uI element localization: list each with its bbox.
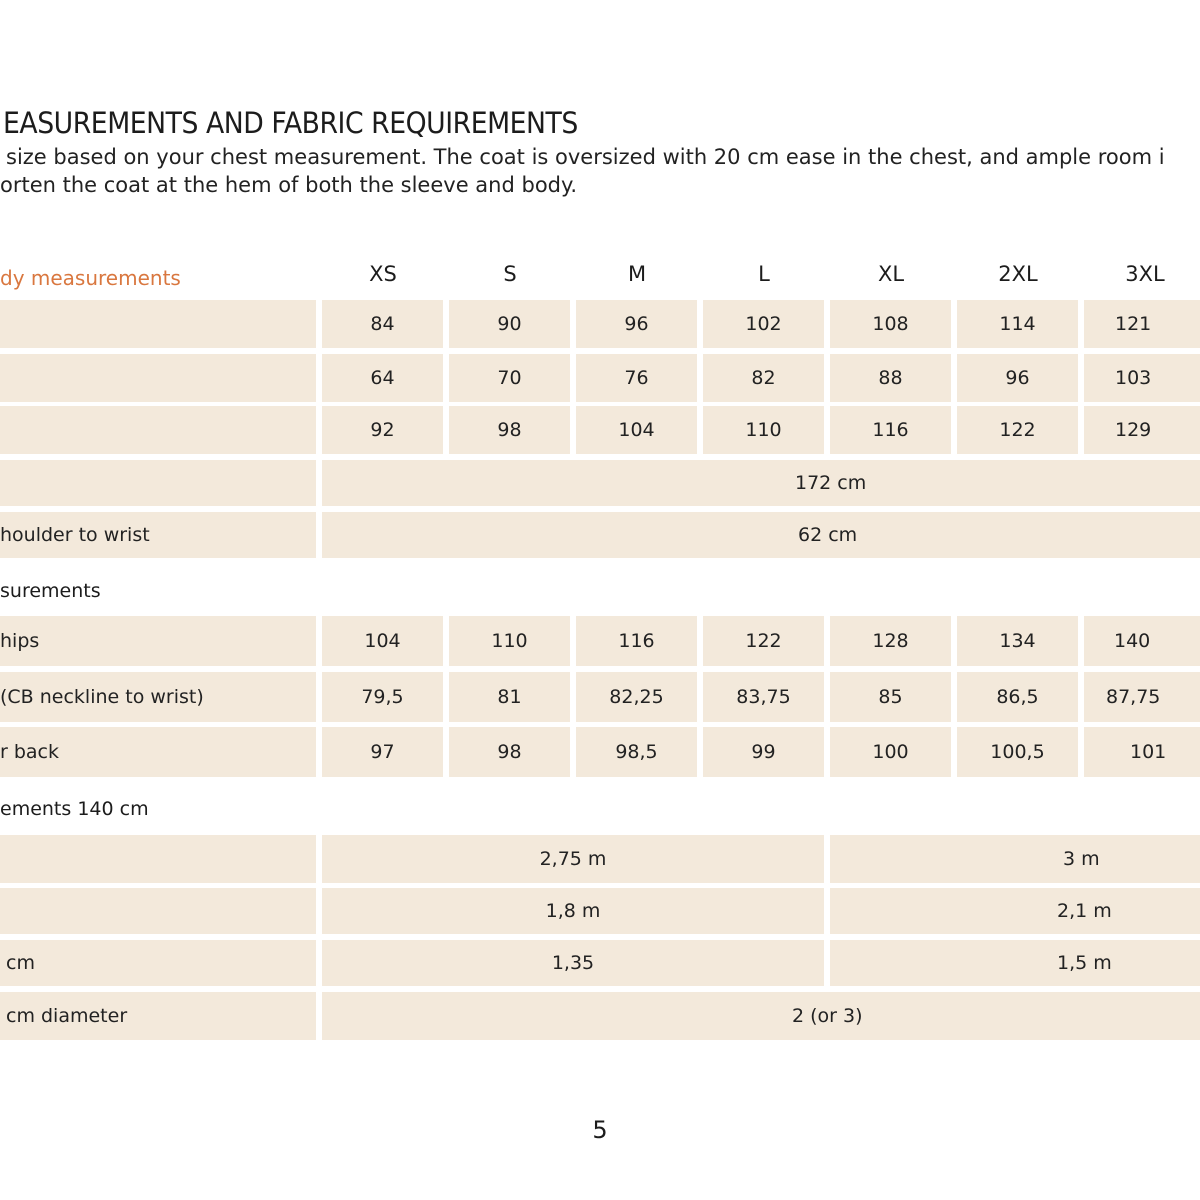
table-cell-span: 1,35 [322,940,824,986]
table-cell: 101 [1084,727,1200,777]
table-cell: 76 [576,354,697,402]
table-row-label [0,888,316,934]
table-row-label: cm [0,940,316,986]
table-cell: 128 [830,616,951,666]
table-row-label: r back [0,727,316,777]
table-cell: 116 [830,406,951,454]
table-cell: 97 [322,727,443,777]
table-cell: 79,5 [322,672,443,722]
size-header-xl: XL [877,262,905,286]
table-cell: 99 [703,727,824,777]
finished-measurements-heading: surements [0,580,101,602]
table-cell: 87,75 [1084,672,1200,722]
table-cell: 64 [322,354,443,402]
table-cell-span: 1,5 m [830,940,1200,986]
table-cell: 96 [957,354,1078,402]
table-cell: 83,75 [703,672,824,722]
table-cell: 81 [449,672,570,722]
table-cell: 84 [322,300,443,348]
table-cell: 85 [830,672,951,722]
table-cell: 116 [576,616,697,666]
table-row-label: houlder to wrist [0,512,316,558]
body-measurements-heading: dy measurements [0,266,181,290]
size-header-2xl: 2XL [998,262,1038,286]
table-row-label [0,300,316,348]
table-cell: 70 [449,354,570,402]
page-title: EASUREMENTS AND FABRIC REQUIREMENTS [3,106,578,140]
table-row-label: cm diameter [0,992,316,1040]
table-cell: 98,5 [576,727,697,777]
table-cell: 102 [703,300,824,348]
table-cell: 110 [703,406,824,454]
table-cell: 122 [703,616,824,666]
table-row-label [0,406,316,454]
table-cell: 90 [449,300,570,348]
table-row-label [0,835,316,883]
size-header-3xl: 3XL [1125,262,1165,286]
intro-line-2: orten the coat at the hem of both the sleeve and body. [0,173,578,197]
table-cell-span: 2,1 m [830,888,1200,934]
table-cell: 110 [449,616,570,666]
table-cell: 122 [957,406,1078,454]
table-cell-span: 3 m [830,835,1200,883]
table-cell: 114 [957,300,1078,348]
fabric-requirements-heading: ements 140 cm [0,798,149,820]
size-header-l: L [758,262,770,286]
table-cell: 108 [830,300,951,348]
table-cell-span: 2,75 m [322,835,824,883]
table-cell: 92 [322,406,443,454]
table-cell: 82,25 [576,672,697,722]
table-cell: 121 [1084,300,1200,348]
table-cell: 104 [576,406,697,454]
table-cell: 140 [1084,616,1200,666]
table-cell: 86,5 [957,672,1078,722]
table-cell: 103 [1084,354,1200,402]
table-cell: 100,5 [957,727,1078,777]
table-cell: 129 [1084,406,1200,454]
table-cell: 134 [957,616,1078,666]
table-cell: 98 [449,727,570,777]
table-cell-span: 1,8 m [322,888,824,934]
table-cell: 98 [449,406,570,454]
table-cell-span: 172 cm [322,460,1200,506]
table-row-label [0,354,316,402]
table-cell: 88 [830,354,951,402]
table-cell: 82 [703,354,824,402]
size-header-s: S [503,262,517,286]
table-row-label: (CB neckline to wrist) [0,672,316,722]
page-number: 5 [592,1116,608,1144]
size-header-xs: XS [369,262,397,286]
table-row-label: hips [0,616,316,666]
table-cell: 96 [576,300,697,348]
table-cell: 100 [830,727,951,777]
size-header-m: M [627,262,647,286]
table-cell-span: 62 cm [322,512,1200,558]
table-row-label [0,460,316,506]
table-cell: 104 [322,616,443,666]
intro-line-1: size based on your chest measurement. The coat is oversized with 20 cm ease in the chest, and ample room i [6,145,1165,169]
table-cell-span: 2 (or 3) [322,992,1200,1040]
